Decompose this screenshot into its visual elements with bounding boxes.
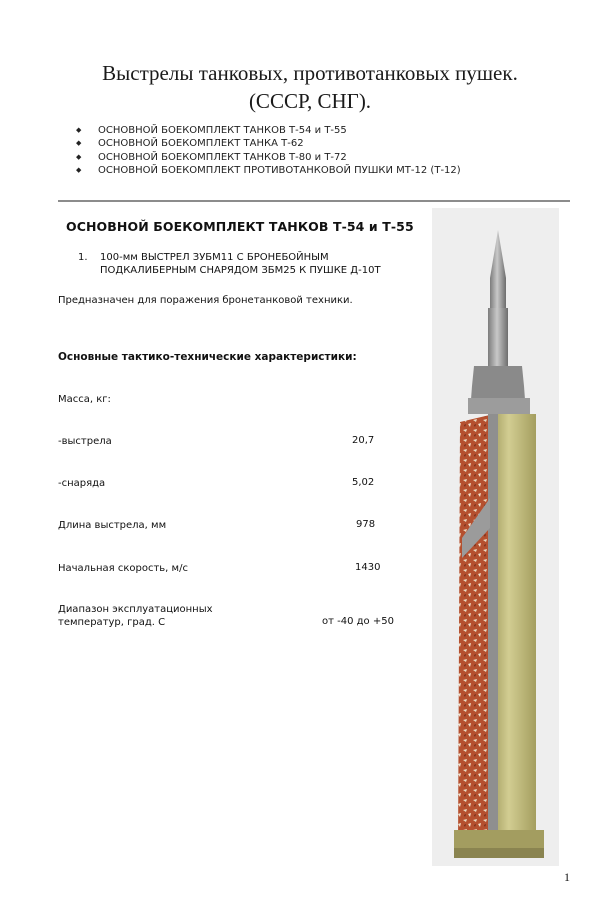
mass-label: Масса, кг: bbox=[58, 394, 111, 405]
round-mass-label: -выстрела bbox=[58, 436, 112, 447]
diamond-bullet-icon: ◆ bbox=[76, 152, 82, 161]
page-title-line2: (СССР, СНГ). bbox=[248, 89, 372, 113]
horizontal-divider bbox=[58, 200, 570, 202]
temperature-label bbox=[58, 603, 213, 629]
item-title-line2: ПОДКАЛИБЕРНЫМ СНАРЯДОМ ЗБМ25 К ПУШКЕ Д-10Т bbox=[100, 265, 381, 276]
length-label: Длина выстрела, мм bbox=[58, 520, 167, 531]
temperature-value: от -40 до +50 bbox=[322, 616, 394, 627]
length-value: 978 bbox=[356, 519, 376, 530]
projectile-mass-value: 5,02 bbox=[352, 477, 375, 488]
toc-item-label[interactable]: ОСНОВНОЙ БОЕКОМПЛЕКТ ПРОТИВОТАНКОВОЙ ПУШКИ МТ-12 (Т-12) bbox=[98, 164, 461, 176]
toc-item-label[interactable]: ОСНОВНОЙ БОЕКОМПЛЕКТ ТАНКОВ Т-80 и Т-72 bbox=[98, 151, 347, 163]
temperature-label-line2: температур, град. С bbox=[58, 617, 166, 628]
purpose-text: Предназначен для поражения бронетанковой техники. bbox=[58, 295, 353, 306]
diamond-bullet-icon: ◆ bbox=[76, 126, 82, 134]
item-number: 1. bbox=[78, 252, 88, 263]
section-heading: ОСНОВНОЙ БОЕКОМПЛЕКТ ТАНКОВ Т-54 и Т-55 bbox=[66, 219, 414, 234]
diamond-bullet-icon: ◆ bbox=[76, 139, 82, 148]
toc-item-label[interactable]: ОСНОВНОЙ БОЕКОМПЛЕКТ ТАНКОВ Т-54 и Т-55 bbox=[98, 125, 347, 136]
table-of-contents bbox=[76, 124, 461, 177]
toc-item-t54-t55[interactable] bbox=[76, 124, 461, 137]
numbered-item bbox=[78, 251, 381, 277]
toc-item-label[interactable]: ОСНОВНОЙ БОЕКОМПЛЕКТ ТАНКА Т-62 bbox=[98, 138, 304, 150]
round-mass-value: 20,7 bbox=[352, 435, 375, 446]
toc-item-t80-t72[interactable] bbox=[76, 151, 461, 164]
toc-item-mt12[interactable] bbox=[76, 164, 461, 177]
temperature-label-line1: Диапазон эксплуатационных bbox=[58, 604, 213, 615]
page-title-line1: Выстрелы танковых, противотанковых пушек. bbox=[102, 61, 518, 85]
velocity-label: Начальная скорость, м/с bbox=[58, 563, 188, 574]
diamond-bullet-icon: ◆ bbox=[76, 165, 82, 174]
toc-item-t62[interactable] bbox=[76, 137, 461, 150]
page-number: 1 bbox=[564, 870, 570, 884]
projectile-mass-label: -снаряда bbox=[58, 478, 106, 489]
specs-heading: Основные тактико-технические характеристики: bbox=[58, 351, 357, 363]
item-title-line1: 100-мм ВЫСТРЕЛ ЗУБМ11 С БРОНЕБОЙНЫМ bbox=[100, 252, 329, 263]
velocity-value: 1430 bbox=[355, 562, 381, 573]
round-cutaway-illustration bbox=[432, 208, 559, 866]
